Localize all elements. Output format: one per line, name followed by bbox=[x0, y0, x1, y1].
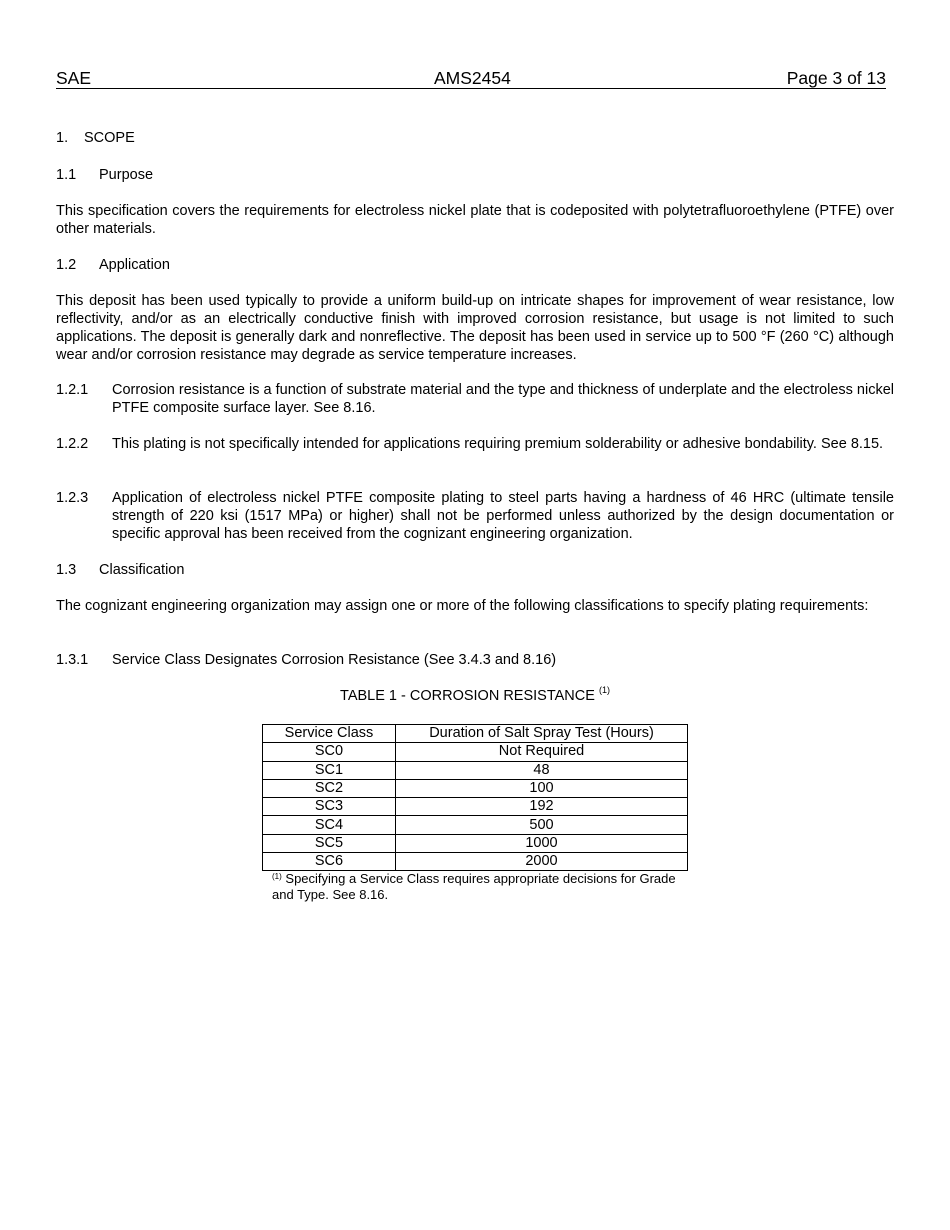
table-row bbox=[263, 798, 688, 816]
section-1-2-1 bbox=[56, 381, 894, 417]
section-1-3-paragraph: The cognizant engineering organization may assign one or more of the following classifications to specify plating requirements: bbox=[56, 598, 869, 614]
section-1-2-3 bbox=[56, 489, 894, 543]
table-row bbox=[263, 834, 688, 852]
section-text: This plating is not specifically intended for applications requiring premium solderability or adhesive bondability. See 8.15. bbox=[112, 436, 884, 452]
table-cell: SC5 bbox=[263, 834, 396, 852]
footnote-mark: (1) bbox=[272, 872, 282, 881]
section-1-2-2 bbox=[56, 435, 894, 453]
section-text: Application of electroless nickel PTFE composite plating to steel parts having a hardness of 46 HRC (ultimate tensile strength of 220 ksi (1517 MPa) or higher) shall not be performed unless authorized by the design documentation or specific approval has been received from the cognizant engineering organization. bbox=[112, 490, 894, 542]
corrosion-resistance-table bbox=[262, 724, 688, 871]
table-row bbox=[263, 779, 688, 797]
footnote-text: Specifying a Service Class requires appropriate decisions for Grade and Type. See 8.16. bbox=[272, 871, 676, 902]
section-1-1-heading: 1.1 Purpose bbox=[56, 167, 154, 183]
table-cell: SC4 bbox=[263, 816, 396, 834]
section-1-3-heading: 1.3 Classification bbox=[56, 562, 185, 578]
header-org: SAE bbox=[56, 68, 92, 88]
table-row bbox=[263, 853, 688, 871]
table-footnote bbox=[272, 871, 692, 903]
table-cell: 48 bbox=[396, 761, 688, 779]
header-doc-number: AMS2454 bbox=[434, 68, 511, 88]
section-1-2-heading: 1.2 Application bbox=[56, 257, 170, 273]
column-header: Duration of Salt Spray Test (Hours) bbox=[396, 725, 688, 743]
section-text: Corrosion resistance is a function of substrate material and the type and thickness of underplate and the electroless nickel PTFE composite surface layer. See 8.16. bbox=[112, 382, 894, 416]
table-cell: Not Required bbox=[396, 743, 688, 761]
section-number: 1.3.1 bbox=[56, 652, 89, 668]
table-cell: SC2 bbox=[263, 779, 396, 797]
section-number: 1.2.1 bbox=[56, 382, 89, 398]
table-cell: SC6 bbox=[263, 853, 396, 871]
section-1-2-paragraph: This deposit has been used typically to provide a uniform build-up on intricate shapes for improvement of wear resistance, low reflectivity, and/or as an electrically conductive finish with improved corrosion resistance, but usage is not limited to such applications. The deposit is generally dark and nonreflective. The deposit has been used in service up to 500 °F (260 °C) although wear and/or corrosion resistance may degrade as service temperature increases. bbox=[56, 293, 894, 363]
table-title: TABLE 1 - CORROSION RESISTANCE $^{(1)}$ bbox=[340, 685, 610, 704]
table-title-note: (1) bbox=[598, 685, 610, 695]
section-number: 1.2.2 bbox=[56, 436, 89, 452]
section-1-3-1 bbox=[56, 651, 894, 669]
table-header-row bbox=[263, 725, 688, 743]
table-cell: 1000 bbox=[396, 834, 688, 852]
column-header: Service Class bbox=[263, 725, 396, 743]
table-cell: SC3 bbox=[263, 798, 396, 816]
page-header bbox=[56, 68, 886, 89]
table-cell: SC0 bbox=[263, 743, 396, 761]
section-1-heading: 1. SCOPE bbox=[56, 130, 135, 146]
section-text: Service Class Designates Corrosion Resistance (See 3.4.3 and 8.16) bbox=[112, 652, 557, 668]
header-page-number: Page 3 of 13 bbox=[786, 68, 886, 88]
section-1-1-paragraph: This specification covers the requirements for electroless nickel plate that is codeposited with polytetrafluoroethylene (PTFE) over other materials. bbox=[56, 203, 894, 237]
table-cell: SC1 bbox=[263, 761, 396, 779]
table-row bbox=[263, 761, 688, 779]
table-cell: 500 bbox=[396, 816, 688, 834]
table-cell: 2000 bbox=[396, 853, 688, 871]
table-cell: 192 bbox=[396, 798, 688, 816]
table-cell: 100 bbox=[396, 779, 688, 797]
table-row bbox=[263, 743, 688, 761]
section-number: 1.2.3 bbox=[56, 490, 89, 506]
table-row bbox=[263, 816, 688, 834]
